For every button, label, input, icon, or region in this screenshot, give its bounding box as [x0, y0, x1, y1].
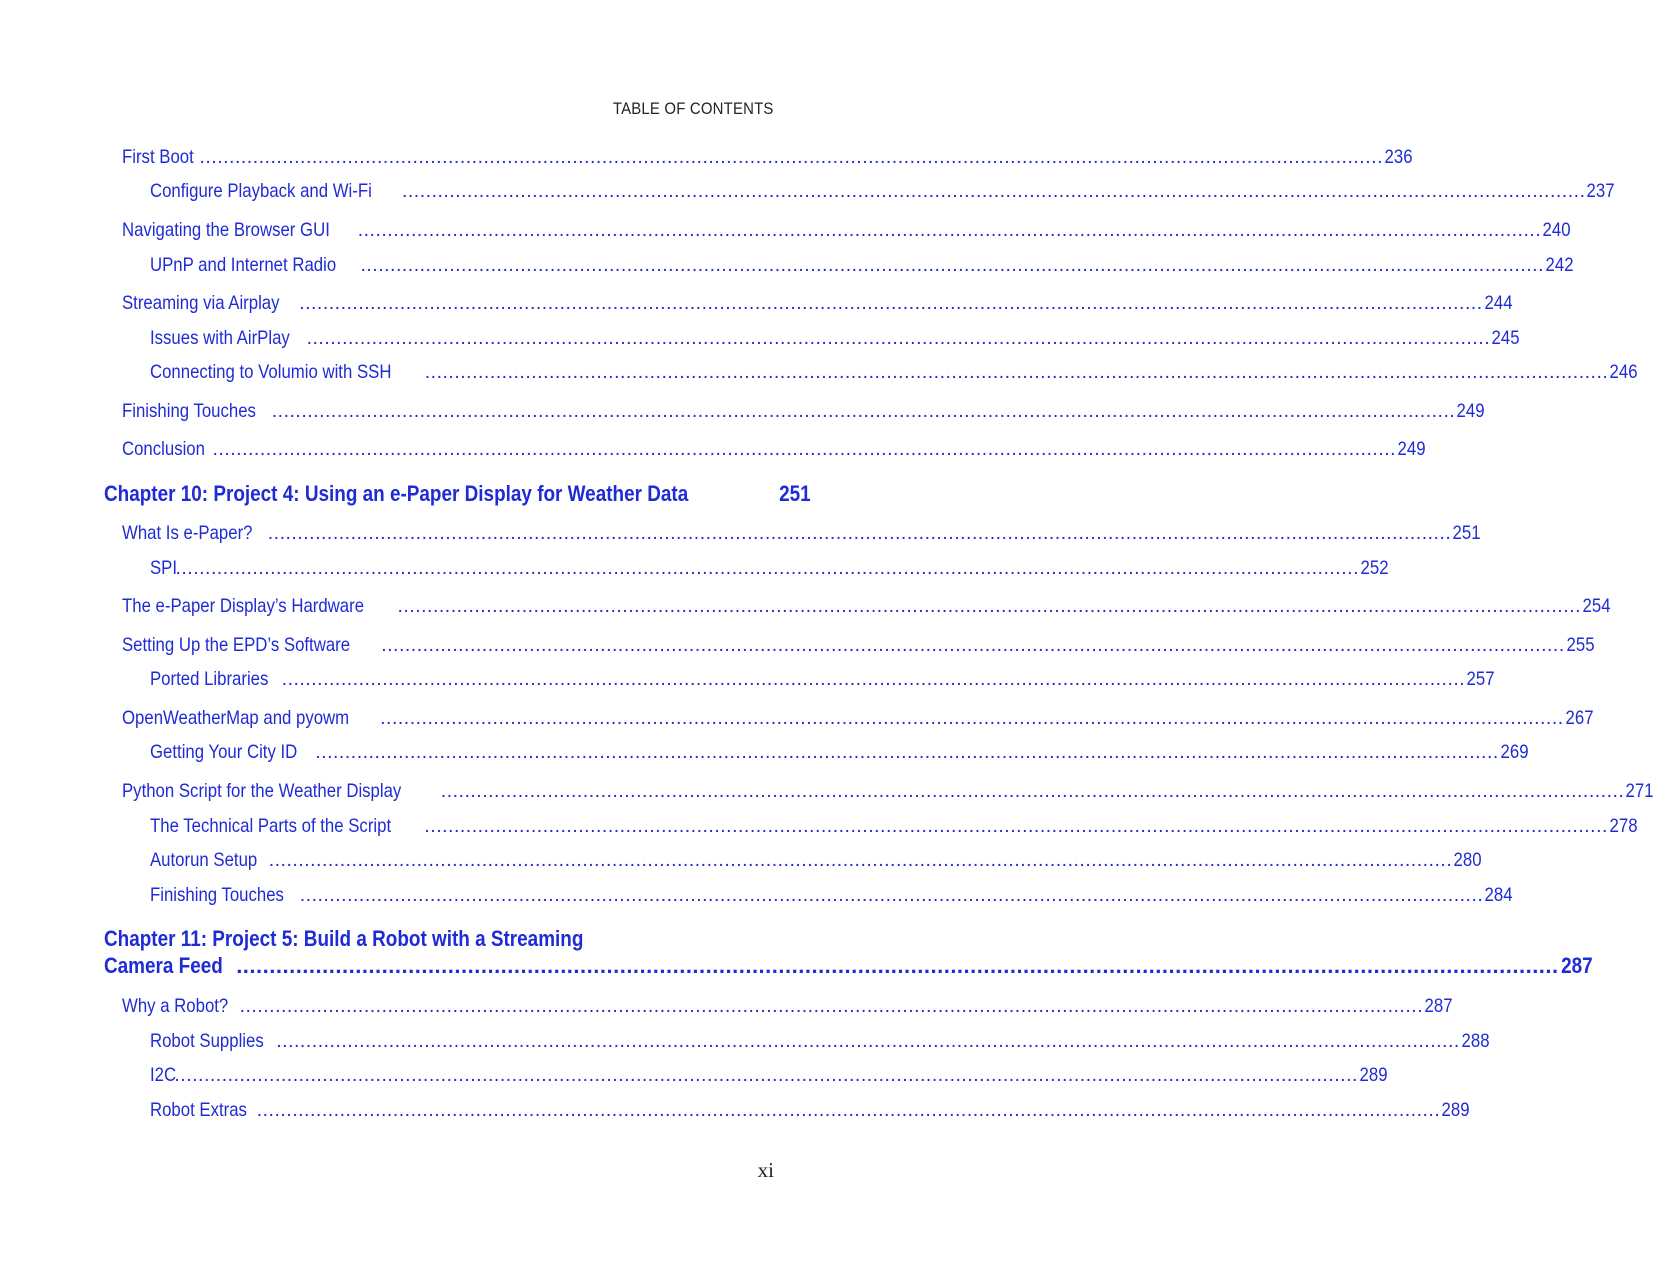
toc-entry-finishing-touches[interactable] — [122, 400, 1485, 424]
toc-entry-what-is-epaper[interactable] — [122, 522, 1481, 546]
toc-entry-title: Python Script for the Weather Display — [122, 780, 402, 802]
dot-leader — [282, 668, 1466, 691]
dot-leader — [276, 1030, 1460, 1053]
toc-entry-title: Navigating the Browser GUI — [122, 219, 330, 241]
toc-entry-epaper-hardware[interactable] — [122, 595, 1611, 619]
dot-leader — [425, 361, 1609, 384]
dot-leader — [397, 595, 1581, 618]
toc-chapter-10[interactable] — [104, 481, 812, 509]
toc-entry-page: 257 — [1466, 668, 1495, 690]
toc-entry-title: What Is e-Paper? — [122, 522, 253, 544]
toc-entry-configure-playback[interactable] — [150, 180, 1616, 204]
toc-entry-page: 271 — [1625, 780, 1654, 802]
toc-entry-page: 249 — [1456, 400, 1485, 422]
dot-leader — [269, 849, 1453, 872]
toc-chapter-title: Camera Feed — [104, 953, 223, 978]
toc-entry-title: The e-Paper Display’s Hardware — [122, 595, 365, 617]
toc-entry-connecting-volumio-ssh[interactable] — [150, 361, 1638, 385]
toc-entry-page: 245 — [1491, 327, 1520, 349]
toc-entry-title: The Technical Parts of the Script — [150, 815, 392, 837]
toc-entry-page: 255 — [1566, 634, 1595, 656]
toc-entry-navigating-browser-gui[interactable] — [122, 219, 1571, 243]
toc-entry-title: First Boot — [122, 146, 194, 168]
toc-entry-ported-libraries[interactable] — [150, 668, 1495, 692]
dot-leader — [199, 146, 1383, 169]
dot-leader — [300, 884, 1484, 907]
toc-entry-finishing-touches-2[interactable] — [150, 884, 1513, 908]
running-header: TABLE OF CONTENTS — [613, 99, 774, 118]
toc-entry-streaming-via-airplay[interactable] — [122, 292, 1513, 316]
toc-entry-page: 254 — [1582, 595, 1611, 617]
toc-entry-page: 289 — [1359, 1064, 1388, 1086]
toc-entry-title: Finishing Touches — [150, 884, 284, 906]
page-number: xi — [757, 1158, 774, 1182]
dot-leader — [236, 953, 1558, 979]
toc-entry-robot-supplies[interactable] — [150, 1030, 1490, 1054]
toc-entry-title: Finishing Touches — [122, 400, 256, 422]
dot-leader — [299, 292, 1483, 315]
dot-leader — [380, 707, 1564, 730]
dot-leader — [175, 557, 1359, 580]
dot-leader — [257, 1099, 1441, 1122]
toc-entry-title: Issues with AirPlay — [150, 327, 290, 349]
toc-chapter-11-title-line1[interactable]: Chapter 11: Project 5: Build a Robot with a Streaming — [104, 926, 584, 951]
toc-entry-spi[interactable] — [150, 557, 1389, 581]
toc-entry-setting-up-epd-software[interactable] — [122, 634, 1595, 658]
toc-entry-title: SPI — [150, 557, 178, 579]
toc-entry-title: Connecting to Volumio with SSH — [150, 361, 392, 383]
toc-entry-technical-parts-script[interactable] — [150, 815, 1638, 839]
toc-entry-page: 269 — [1500, 741, 1529, 763]
toc-entry-title: Why a Robot? — [122, 995, 229, 1017]
toc-entry-python-script-weather[interactable] — [122, 780, 1654, 804]
toc-entry-page: 251 — [1452, 522, 1481, 544]
toc-entry-openweathermap-pyowm[interactable] — [122, 707, 1594, 731]
toc-entry-page: 280 — [1453, 849, 1482, 871]
toc-entry-upnp-internet-radio[interactable] — [150, 254, 1574, 278]
dot-leader — [272, 400, 1456, 423]
dot-leader — [240, 995, 1424, 1018]
dot-leader — [360, 254, 1544, 277]
toc-entry-page: 278 — [1609, 815, 1638, 837]
toc-entry-page: 249 — [1397, 438, 1426, 460]
dot-leader — [268, 522, 1452, 545]
dot-leader — [212, 438, 1396, 461]
dot-leader — [441, 780, 1625, 803]
dot-leader — [381, 634, 1565, 657]
toc-entry-title: Setting Up the EPD’s Software — [122, 634, 351, 656]
toc-entry-title: Streaming via Airplay — [122, 292, 280, 314]
toc-entry-title: Conclusion — [122, 438, 205, 460]
toc-entry-why-a-robot[interactable] — [122, 995, 1453, 1019]
toc-entry-page: 246 — [1609, 361, 1638, 383]
toc-entry-page: 284 — [1484, 884, 1513, 906]
toc-entry-autorun-setup[interactable] — [150, 849, 1482, 873]
toc-entry-page: 242 — [1545, 254, 1574, 276]
toc-entry-title: OpenWeatherMap and pyowm — [122, 707, 350, 729]
dot-leader — [315, 741, 1499, 764]
dot-leader — [424, 815, 1608, 838]
toc-entry-getting-city-id[interactable] — [150, 741, 1529, 765]
toc-entry-first-boot[interactable] — [122, 146, 1413, 170]
toc-entry-title: Robot Extras — [150, 1099, 247, 1121]
toc-entry-title: Configure Playback and Wi-Fi — [150, 180, 372, 202]
toc-chapter-page: 251 — [779, 481, 812, 506]
dot-leader — [307, 327, 1491, 350]
toc-entry-page: 287 — [1424, 995, 1453, 1017]
toc-entry-robot-extras[interactable] — [150, 1099, 1470, 1123]
toc-chapter-title: Chapter 10: Project 4: Using an e-Paper Display for Weather Data — [104, 481, 689, 506]
toc-entry-title: UPnP and Internet Radio — [150, 254, 337, 276]
dot-leader — [402, 180, 1586, 203]
toc-entry-conclusion[interactable] — [122, 438, 1426, 462]
toc-chapter-11[interactable] — [104, 953, 1593, 981]
dot-leader — [174, 1064, 1358, 1087]
toc-entry-page: 237 — [1587, 180, 1616, 202]
toc-entry-page: 240 — [1542, 219, 1571, 241]
dot-leader — [358, 219, 1542, 242]
toc-chapter-page: 287 — [1560, 953, 1593, 978]
toc-entry-page: 267 — [1565, 707, 1594, 729]
toc-entry-title: Robot Supplies — [150, 1030, 264, 1052]
toc-entry-i2c[interactable] — [150, 1064, 1388, 1088]
toc-entry-page: 244 — [1484, 292, 1513, 314]
toc-entry-title: Getting Your City ID — [150, 741, 298, 763]
toc-entry-issues-with-airplay[interactable] — [150, 327, 1520, 351]
toc-entry-title: I2C — [150, 1064, 177, 1086]
toc-entry-page: 288 — [1461, 1030, 1490, 1052]
toc-entry-page: 236 — [1384, 146, 1413, 168]
toc-entry-page: 289 — [1441, 1099, 1470, 1121]
toc-entry-title: Autorun Setup — [150, 849, 258, 871]
toc-entry-page: 252 — [1360, 557, 1389, 579]
toc-entry-title: Ported Libraries — [150, 668, 269, 690]
